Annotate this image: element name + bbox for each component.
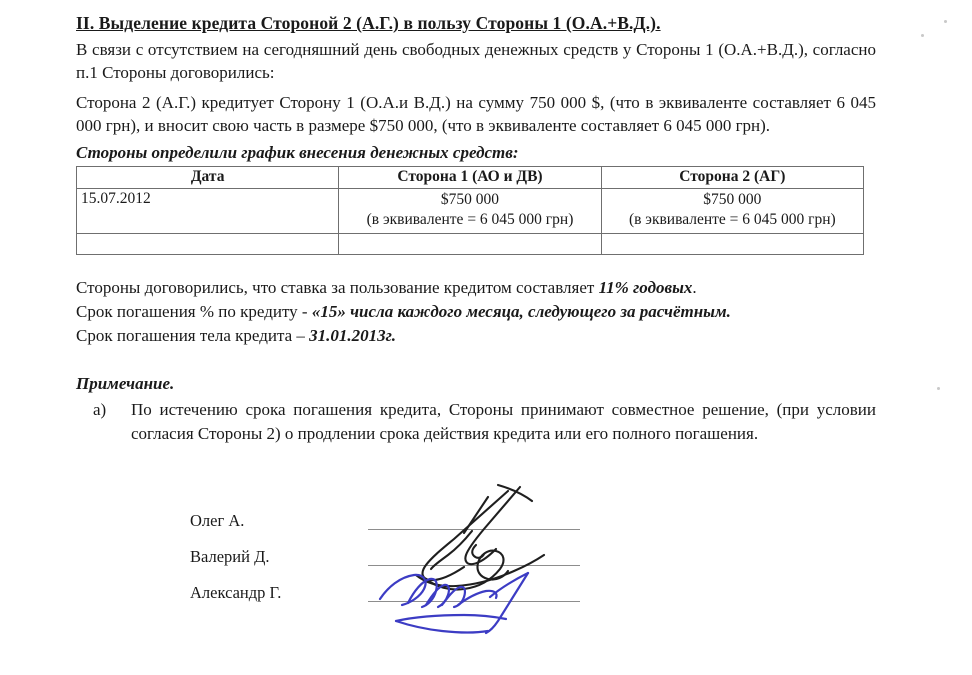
cell-date: 15.07.2012 bbox=[77, 188, 339, 233]
cell-party1-amount: $750 000 bbox=[440, 190, 500, 208]
intro-paragraph: В связи с отсутствием на сегодняшний день свободных денежных средств у Стороны 1 (О.А.+В.Д.), согласно п.1 Стороны договорились: bbox=[76, 39, 876, 83]
interest-due-value: «15» числа каждого месяца, следующего за расчётным. bbox=[311, 301, 731, 321]
column-header-party2: Сторона 2 (АГ) bbox=[601, 166, 863, 188]
cell-party2 bbox=[601, 188, 863, 233]
principal-due-prefix: Срок погашения тела кредита – bbox=[76, 325, 310, 345]
cell-party1-equivalent: (в эквиваленте = 6 045 000 грн) bbox=[366, 211, 574, 229]
scan-speck bbox=[937, 387, 940, 390]
interest-rate-value: 11% годовых bbox=[598, 277, 693, 297]
signature-row bbox=[190, 505, 610, 541]
page-title: II. Выделение кредита Стороной 2 (А.Г.) в пользу Стороны 1 (О.А.+В.Д.). bbox=[76, 13, 661, 33]
principal-due-line bbox=[76, 324, 876, 348]
table-row bbox=[77, 188, 864, 233]
cell-party1 bbox=[339, 233, 601, 254]
payment-schedule-table bbox=[76, 166, 864, 255]
scan-speck bbox=[944, 20, 947, 23]
credit-paragraph: Сторона 2 (А.Г.) кредитует Сторону 1 (О.А.и В.Д.) на сумму 750 000 $, (что в эквиваленте составляет 6 045 000 грн), и вносит свою часть в размере $750 000, (что в эквиваленте составляет 6 045 000 грн). bbox=[76, 92, 876, 136]
interest-rate-line bbox=[76, 276, 876, 300]
list-item-marker: а) bbox=[93, 400, 107, 420]
signer-name-aleksandr: Александр Г. bbox=[190, 583, 282, 602]
terms-block bbox=[76, 276, 876, 348]
cell-party1 bbox=[339, 188, 601, 233]
signature-line-oleg[interactable] bbox=[368, 529, 580, 530]
intro-paragraph-block bbox=[76, 38, 876, 85]
column-header-party1: Сторона 1 (АО и ДВ) bbox=[339, 166, 601, 188]
scan-speck bbox=[921, 34, 924, 37]
credit-paragraph-block bbox=[76, 91, 876, 138]
list-item-text: По истечению срока погашения кредита, Стороны принимают совместное решение, (при условии согласия Стороны 2) о продлении срока действия кредита или его полного погашения. bbox=[131, 400, 876, 443]
list-item bbox=[93, 398, 876, 446]
table-header-row bbox=[77, 166, 864, 188]
signer-name-oleg: Олег А. bbox=[190, 511, 245, 530]
cell-party2 bbox=[601, 233, 863, 254]
interest-rate-suffix: . bbox=[692, 277, 697, 297]
column-header-date: Дата bbox=[77, 166, 339, 188]
principal-due-value: 31.01.2013г. bbox=[309, 325, 396, 345]
note-heading: Примечание. bbox=[76, 374, 175, 394]
signature-row bbox=[190, 541, 610, 577]
signature-block bbox=[190, 505, 610, 613]
table-row bbox=[77, 233, 864, 254]
cell-party2-equivalent: (в эквиваленте = 6 045 000 грн) bbox=[628, 211, 836, 229]
interest-rate-prefix: Стороны договорились, что ставка за пользование кредитом составляет bbox=[76, 277, 599, 297]
cell-party2-amount: $750 000 bbox=[703, 190, 762, 208]
signature-row bbox=[190, 577, 610, 613]
signature-line-valeriy[interactable] bbox=[368, 565, 580, 566]
interest-due-line bbox=[76, 300, 876, 324]
interest-due-prefix: Срок погашения % по кредиту - bbox=[76, 301, 312, 321]
note-list bbox=[76, 398, 876, 446]
schedule-caption: Стороны определили график внесения денежных средств: bbox=[76, 142, 519, 162]
table-head bbox=[77, 166, 864, 188]
signature-line-aleksandr[interactable] bbox=[368, 601, 580, 602]
table-body bbox=[77, 188, 864, 254]
cell-date bbox=[77, 233, 339, 254]
signer-name-valeriy: Валерий Д. bbox=[190, 547, 270, 566]
document-body bbox=[76, 12, 876, 446]
